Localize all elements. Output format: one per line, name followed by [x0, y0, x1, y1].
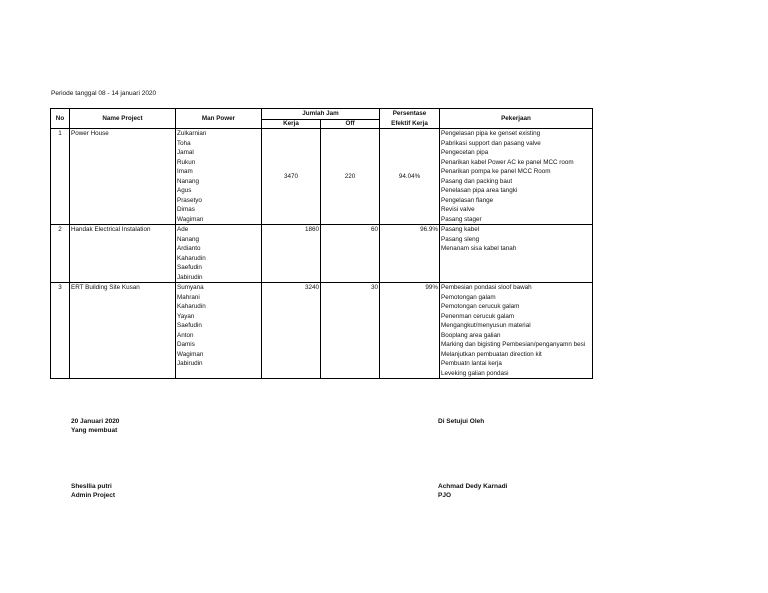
- signature-right-name-block: [438, 482, 507, 500]
- cell-line: Ade: [177, 226, 189, 233]
- cell-line: Marking dan bigisting Pembesian/penganyamn besi: [441, 341, 586, 348]
- cell-line: Anton: [177, 331, 194, 339]
- row-work-hours: 3470: [262, 129, 321, 225]
- cell-line: Penarikan pompa ke panel MCC Room: [441, 168, 551, 175]
- signature-left-header: [71, 417, 119, 435]
- cell-line: ERT Building Site Kusan: [71, 284, 140, 291]
- cell-line: Toha: [177, 139, 191, 147]
- cell-line: Jabirudin: [177, 360, 203, 367]
- cell-line: Ardianto: [177, 245, 201, 252]
- row-no: [51, 283, 70, 379]
- cell-line: Pabrikasi support dan pasang valve: [441, 139, 541, 147]
- signature-date: 20 Januari 2020: [71, 418, 120, 425]
- cell-line: 3: [58, 284, 62, 291]
- cell-line: Wagiman: [177, 350, 204, 358]
- cell-line: 2: [58, 226, 62, 233]
- approver-position: PJO: [438, 492, 452, 499]
- row-percent: 94.04%: [380, 129, 440, 225]
- cell-line: Yayan: [177, 312, 195, 320]
- cell-line: Pembuatn lantai kerja: [441, 360, 502, 367]
- cell-line: 30: [370, 284, 378, 291]
- row-manpower: [176, 225, 262, 283]
- row-off-hours: [321, 225, 380, 283]
- row-work-hours: [262, 225, 321, 283]
- row-tasks: [440, 225, 593, 283]
- row-work-hours: [262, 283, 321, 379]
- header-hours: Jumlah Jam: [262, 109, 380, 120]
- cell-line: Damis: [177, 341, 195, 348]
- row-percent: [380, 283, 440, 379]
- period-label: Periode tanggal 08 - 14 januari 2020: [51, 90, 157, 97]
- cell-line: Nanang: [177, 177, 200, 185]
- row-percent: [380, 225, 440, 283]
- cell-line: Melanjutkan pembuatan direction kit: [441, 350, 542, 358]
- cell-line: 96.9%: [420, 226, 438, 233]
- cell-line: Mahrani: [177, 293, 200, 301]
- cell-line: Pemotongan cerucuk galam: [441, 303, 520, 310]
- cell-line: Mengangkut/menyusun material: [441, 322, 531, 329]
- cell-line: Booplang area galian: [441, 331, 501, 339]
- cell-line: 1860: [304, 226, 319, 233]
- cell-line: Pemotongan galam: [441, 293, 496, 301]
- cell-line: Pasang dan packing baut: [441, 177, 513, 185]
- cell-line: Pengelasan pipa ke genset existing: [441, 130, 541, 137]
- header-manpower: Man Power: [176, 109, 262, 129]
- cell-line: Saefudin: [177, 322, 202, 329]
- cell-line: Pengecetan pipa: [441, 149, 489, 156]
- cell-line: Agus: [177, 187, 192, 194]
- row-no: [51, 225, 70, 283]
- row-tasks: [440, 129, 593, 225]
- cell-line: Zulkarnian: [177, 130, 207, 137]
- header-percent: [380, 109, 440, 129]
- cell-line: 60: [370, 226, 378, 233]
- cell-line: Leveking galian pondasi: [441, 369, 509, 377]
- cell-line: 99%: [425, 284, 438, 291]
- row-project: [70, 225, 176, 283]
- row-tasks: [440, 283, 593, 379]
- cell-line: Penenman cerucuk galam: [441, 312, 515, 320]
- table-row: [51, 283, 593, 379]
- signature-name: Shesllia putri: [71, 483, 112, 490]
- cell-line: Penelasan pipa area tangki: [441, 187, 518, 194]
- header-tasks: Pekerjaan: [440, 109, 593, 129]
- cell-line: Saefudin: [177, 264, 202, 271]
- header-percent-line2: Efektif Kerja: [391, 119, 428, 127]
- header-project: Name Project: [70, 109, 176, 129]
- cell-line: Pasang kabel: [441, 226, 480, 233]
- cell-line: Revisi valve: [441, 206, 475, 213]
- row-project: [70, 283, 176, 379]
- header-row-top: [51, 109, 593, 120]
- cell-line: Kaharudin: [177, 254, 206, 262]
- cell-line: 1: [58, 130, 62, 137]
- cell-line: Pengelasan flange: [441, 196, 494, 204]
- signature-left-name-block: [71, 482, 115, 500]
- cell-line: Wagiman: [177, 215, 204, 223]
- row-off-hours: 220: [321, 129, 380, 225]
- row-project: [70, 129, 176, 225]
- row-manpower: [176, 129, 262, 225]
- header-percent-line1: Persentase: [392, 110, 427, 117]
- header-work: Kerja: [262, 119, 321, 128]
- table-row: [51, 225, 593, 283]
- cell-line: Menanam sisa kabel tanah: [441, 245, 517, 252]
- signature-position: Admin Project: [71, 492, 116, 499]
- cell-line: Sumyana: [177, 284, 204, 291]
- cell-line: Kaharudin: [177, 303, 206, 310]
- cell-line: Pasang stager: [441, 215, 482, 223]
- header-off: Off: [321, 119, 380, 128]
- cell-line: Pembesian pondasi sloof bawah: [441, 284, 532, 291]
- approval-title: Di Setujui Oleh: [438, 418, 485, 425]
- cell-line: Penarikan kabel Power AC ke panel MCC room: [441, 158, 574, 166]
- row-manpower: [176, 283, 262, 379]
- cell-line: Handak Electrical Instalation: [71, 226, 151, 233]
- approval-header: [438, 417, 484, 426]
- header-no: No: [51, 109, 70, 129]
- approver-name: Achmad Dedy Karnadi: [438, 483, 508, 490]
- cell-line: Pasang sleng: [441, 235, 480, 243]
- cell-line: Rukun: [177, 158, 196, 166]
- cell-line: Power House: [71, 130, 109, 137]
- table-row: [51, 129, 593, 225]
- row-no: [51, 129, 70, 225]
- row-off-hours: [321, 283, 380, 379]
- cell-line: Imam: [177, 168, 193, 175]
- cell-line: Dimas: [177, 206, 195, 213]
- cell-line: Jamal: [177, 149, 194, 156]
- cell-line: Nanang: [177, 235, 200, 243]
- signature-role: Yang membuat: [71, 427, 118, 434]
- work-report-table: [50, 108, 593, 379]
- cell-line: 3240: [304, 284, 319, 291]
- cell-line: Jabirudin: [177, 273, 203, 281]
- cell-line: Prasetyo: [177, 196, 202, 204]
